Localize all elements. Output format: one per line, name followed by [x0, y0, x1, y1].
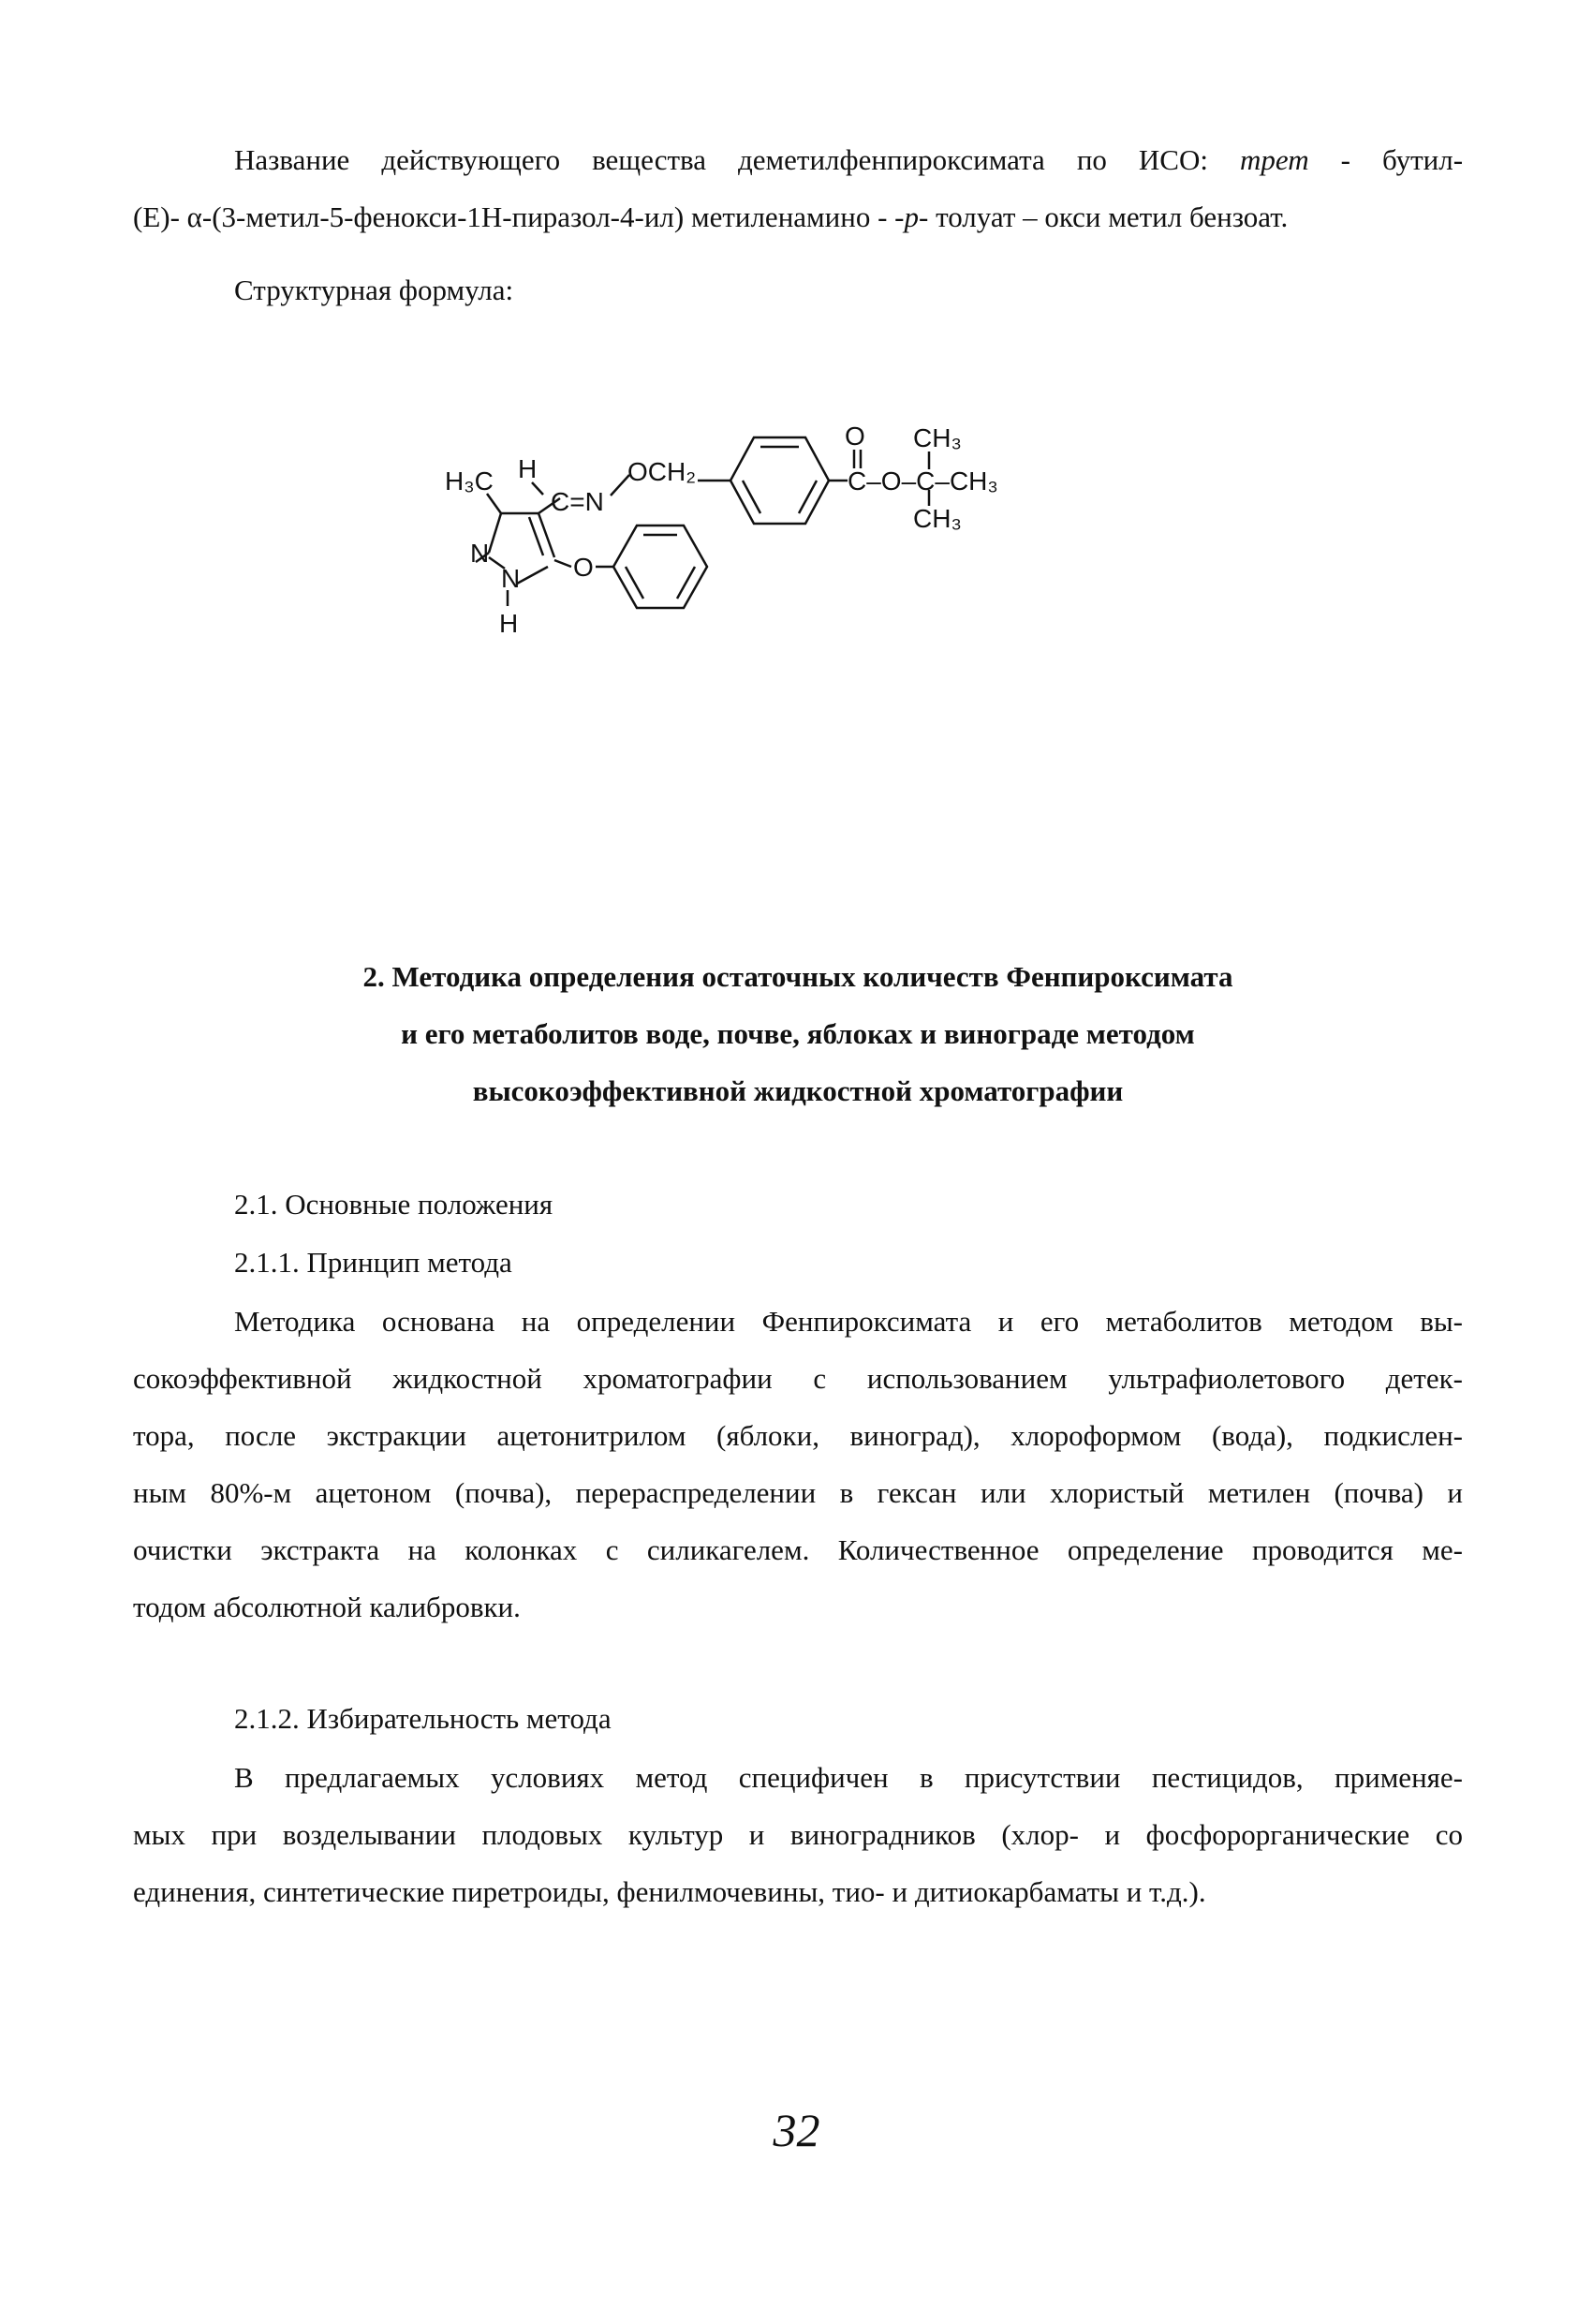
section-heading-line-2: и его метаболитов воде, почве, яблоках и винограде методом — [401, 1017, 1195, 1050]
principle-line: Методика основана на определении Фенпироксимата и его метаболитов методом вы- — [234, 1305, 1463, 1338]
ch3-top-label: CH₃ — [913, 423, 962, 452]
principle-line: ным 80%-м ацетоном (почва), перераспределении в гексан или хлористый метилен (почва) и — [133, 1476, 1463, 1509]
principle-line: тодом абсолютной калибровки. — [133, 1591, 521, 1623]
methyl-h3c-label: H₃C — [445, 466, 494, 496]
selectivity-line: мых при возделывании плодовых культур и виноградников (хлор- и фосфорорганические со — [133, 1818, 1463, 1851]
page-number: 32 — [773, 2104, 820, 2156]
italic-tert: трет — [1240, 143, 1309, 176]
principle-line: сокоэффективной жидкостной хроматографии с использованием ультрафиолетового детек- — [133, 1362, 1463, 1395]
pyrazole-n2-label: N — [501, 564, 521, 593]
italic-p: -p- — [894, 200, 929, 233]
selectivity-line: единения, синтетические пиретроиды, фенилмочевины, тио- и дитиокарбаматы и т.д.). — [133, 1875, 1206, 1908]
pyrazole-n1-label: N — [470, 539, 490, 568]
principle-line: очистки экстракта на колонках с силикагелем. Количественное определение проводится ме- — [133, 1533, 1463, 1566]
section-2-1-2-heading: 2.1.2. Избирательность метода — [234, 1702, 612, 1735]
ch3-bottom-label: CH₃ — [913, 504, 962, 533]
structural-formula-label: Структурная формула: — [234, 274, 514, 306]
och2-label: OCH₂ — [627, 457, 697, 486]
method-selectivity-paragraph — [133, 1749, 1463, 1920]
imine-c-eq-n-label: C=N — [551, 487, 604, 516]
structural-formula — [412, 370, 1161, 693]
nh-h-label: H — [499, 609, 519, 638]
phenoxy-o-label: O — [573, 553, 594, 582]
section-heading-line-3: высокоэффективной жидкостной хроматографии — [472, 1074, 1124, 1107]
section-2-1-1-heading: 2.1.1. Принцип метода — [234, 1246, 512, 1279]
method-principle-paragraph — [133, 1293, 1463, 1636]
active-substance-name-paragraph — [133, 131, 1463, 245]
section-2-heading — [133, 948, 1463, 1119]
principle-line: тора, после экстракции ацетонитрилом (яблоки, виноград), хлороформом (вода), подкислен- — [133, 1419, 1463, 1452]
intro-line-2: (E)- α-(3-метил-5-фенокси-1H-пиразол-4-ил) метиленамино - -p- толуат – окси метил бензоат. — [133, 200, 1289, 233]
section-2-1-heading: 2.1. Основные положения — [234, 1188, 553, 1221]
imine-h-label: H — [518, 454, 538, 483]
intro-line-1: Название действующего вещества деметилфенпироксимата по ИСО: трет - бутил- — [234, 143, 1464, 176]
ester-chain-label: C–O–C–CH₃ — [848, 466, 998, 496]
bond-lines — [476, 437, 929, 608]
carbonyl-o-label: O — [845, 422, 865, 451]
section-heading-line-1: 2. Методика определения остаточных количеств Фенпироксимата — [362, 960, 1233, 993]
selectivity-line: В предлагаемых условиях метод специфичен в присутствии пестицидов, применяе- — [234, 1761, 1463, 1794]
